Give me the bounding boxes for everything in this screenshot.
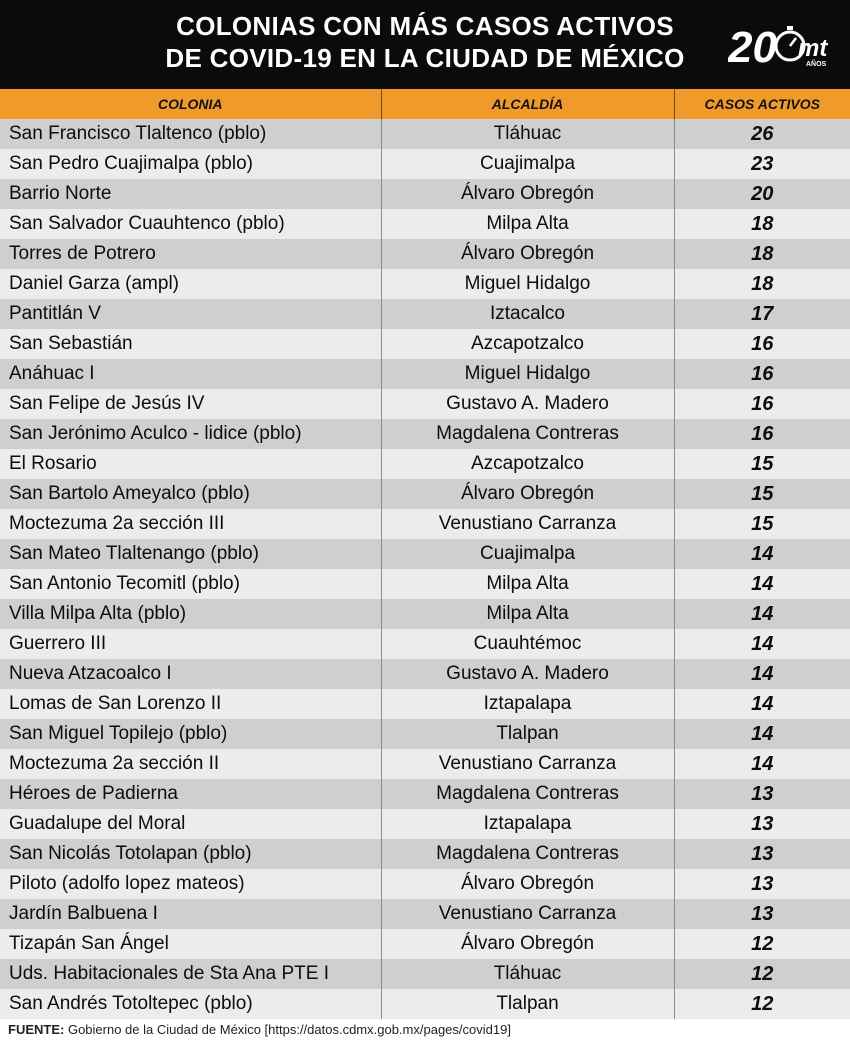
colonia-cell: El Rosario [0,449,381,479]
alcaldia-cell: Magdalena Contreras [381,419,674,449]
table-row [0,899,850,929]
colonia-cell: Moctezuma 2a sección II [0,749,381,779]
casos-cell: 18 [674,239,850,269]
mt-20-anos-logo-icon [728,16,838,74]
table-row [0,959,850,989]
alcaldia-cell: Milpa Alta [381,209,674,239]
table-row [0,419,850,449]
table-row [0,179,850,209]
alcaldia-cell: Álvaro Obregón [381,239,674,269]
casos-cell: 13 [674,839,850,869]
table-row [0,449,850,479]
table-row [0,479,850,509]
table-row [0,329,850,359]
casos-cell: 15 [674,479,850,509]
alcaldia-cell: Magdalena Contreras [381,839,674,869]
colonia-cell: Villa Milpa Alta (pblo) [0,599,381,629]
alcaldia-cell: Azcapotzalco [381,449,674,479]
table-row [0,209,850,239]
colonia-cell: San Mateo Tlaltenango (pblo) [0,539,381,569]
table-row [0,359,850,389]
casos-cell: 20 [674,179,850,209]
colonia-cell: San Francisco Tlaltenco (pblo) [0,119,381,149]
alcaldia-cell: Miguel Hidalgo [381,269,674,299]
table-row [0,509,850,539]
table-row [0,539,850,569]
title-line-1: COLONIAS CON MÁS CASOS ACTIVOS [176,11,674,41]
colonia-cell: Héroes de Padierna [0,779,381,809]
casos-cell: 12 [674,989,850,1019]
table-row [0,389,850,419]
colonia-cell: San Pedro Cuajimalpa (pblo) [0,149,381,179]
alcaldia-cell: Tláhuac [381,119,674,149]
casos-cell: 14 [674,539,850,569]
colonia-cell: Moctezuma 2a sección III [0,509,381,539]
casos-cell: 13 [674,899,850,929]
casos-cell: 14 [674,569,850,599]
casos-cell: 14 [674,749,850,779]
casos-cell: 16 [674,389,850,419]
colonia-cell: Anáhuac I [0,359,381,389]
alcaldia-cell: Iztapalapa [381,689,674,719]
colonia-cell: Tizapán San Ángel [0,929,381,959]
logo-sub: AÑOS [806,61,827,68]
colonia-cell: San Felipe de Jesús IV [0,389,381,419]
alcaldia-cell: Magdalena Contreras [381,779,674,809]
colonia-cell: San Sebastián [0,329,381,359]
colonia-cell: San Antonio Tecomitl (pblo) [0,569,381,599]
alcaldia-cell: Cuajimalpa [381,149,674,179]
colonia-cell: Nueva Atzacoalco I [0,659,381,689]
casos-cell: 12 [674,929,850,959]
colonia-cell: Jardín Balbuena I [0,899,381,929]
alcaldia-cell: Venustiano Carranza [381,509,674,539]
table-row [0,929,850,959]
casos-cell: 13 [674,779,850,809]
colonia-cell: Guerrero III [0,629,381,659]
table-row [0,659,850,689]
alcaldia-cell: Cuajimalpa [381,539,674,569]
casos-cell: 14 [674,689,850,719]
casos-cell: 16 [674,329,850,359]
colonia-cell: San Jerónimo Aculco - lidice (pblo) [0,419,381,449]
alcaldia-cell: Venustiano Carranza [381,749,674,779]
alcaldia-cell: Iztacalco [381,299,674,329]
table-row [0,719,850,749]
alcaldia-cell: Milpa Alta [381,569,674,599]
table-row [0,779,850,809]
colonia-cell: San Salvador Cuauhtenco (pblo) [0,209,381,239]
table-row [0,689,850,719]
table-row [0,149,850,179]
column-header-colonia: COLONIA [0,89,381,119]
alcaldia-cell: Cuauhtémoc [381,629,674,659]
casos-cell: 16 [674,419,850,449]
colonia-cell: Torres de Potrero [0,239,381,269]
table-row [0,749,850,779]
alcaldia-cell: Miguel Hidalgo [381,359,674,389]
colonia-cell: Lomas de San Lorenzo II [0,689,381,719]
alcaldia-cell: Azcapotzalco [381,329,674,359]
table-row [0,239,850,269]
casos-cell: 14 [674,719,850,749]
table-header-row [0,89,850,119]
colonia-cell: Piloto (adolfo lopez mateos) [0,869,381,899]
logo-brand: mt [798,35,828,62]
casos-cell: 16 [674,359,850,389]
casos-cell: 12 [674,959,850,989]
casos-cell: 14 [674,629,850,659]
colonia-cell: Uds. Habitacionales de Sta Ana PTE I [0,959,381,989]
casos-cell: 23 [674,149,850,179]
table-row [0,569,850,599]
alcaldia-cell: Álvaro Obregón [381,869,674,899]
table-row [0,599,850,629]
casos-cell: 13 [674,809,850,839]
table-body [0,119,850,1019]
header [0,0,850,89]
table-row [0,269,850,299]
alcaldia-cell: Álvaro Obregón [381,929,674,959]
casos-cell: 18 [674,269,850,299]
alcaldia-cell: Iztapalapa [381,809,674,839]
colonia-cell: Guadalupe del Moral [0,809,381,839]
source-footer [0,1019,850,1045]
colonia-cell: San Miguel Topilejo (pblo) [0,719,381,749]
table-row [0,869,850,899]
table-row [0,809,850,839]
footer-text: Gobierno de la Ciudad de México [https://datos.cdmx.gob.mx/pages/covid19] [67,1022,511,1037]
cases-table [0,89,850,1019]
page-title [0,10,850,74]
table-row [0,629,850,659]
casos-cell: 14 [674,599,850,629]
alcaldia-cell: Gustavo A. Madero [381,659,674,689]
logo-number: 20 [728,23,777,72]
colonia-cell: Pantitlán V [0,299,381,329]
colonia-cell: San Andrés Totoltepec (pblo) [0,989,381,1019]
column-header-casos: CASOS ACTIVOS [674,89,850,119]
colonia-cell: Barrio Norte [0,179,381,209]
casos-cell: 13 [674,869,850,899]
footer-label: FUENTE: [8,1022,65,1037]
colonia-cell: Daniel Garza (ampl) [0,269,381,299]
alcaldia-cell: Tláhuac [381,959,674,989]
casos-cell: 26 [674,119,850,149]
table-row [0,839,850,869]
table-row [0,989,850,1019]
table-row [0,119,850,149]
colonia-cell: San Nicolás Totolapan (pblo) [0,839,381,869]
alcaldia-cell: Venustiano Carranza [381,899,674,929]
alcaldia-cell: Álvaro Obregón [381,179,674,209]
alcaldia-cell: Gustavo A. Madero [381,389,674,419]
column-header-alcaldia: ALCALDÍA [381,89,674,119]
colonia-cell: San Bartolo Ameyalco (pblo) [0,479,381,509]
casos-cell: 15 [674,509,850,539]
alcaldia-cell: Milpa Alta [381,599,674,629]
casos-cell: 17 [674,299,850,329]
title-line-2: DE COVID-19 EN LA CIUDAD DE MÉXICO [165,43,685,73]
casos-cell: 18 [674,209,850,239]
casos-cell: 14 [674,659,850,689]
alcaldia-cell: Álvaro Obregón [381,479,674,509]
table-row [0,299,850,329]
alcaldia-cell: Tlalpan [381,719,674,749]
casos-cell: 15 [674,449,850,479]
alcaldia-cell: Tlalpan [381,989,674,1019]
